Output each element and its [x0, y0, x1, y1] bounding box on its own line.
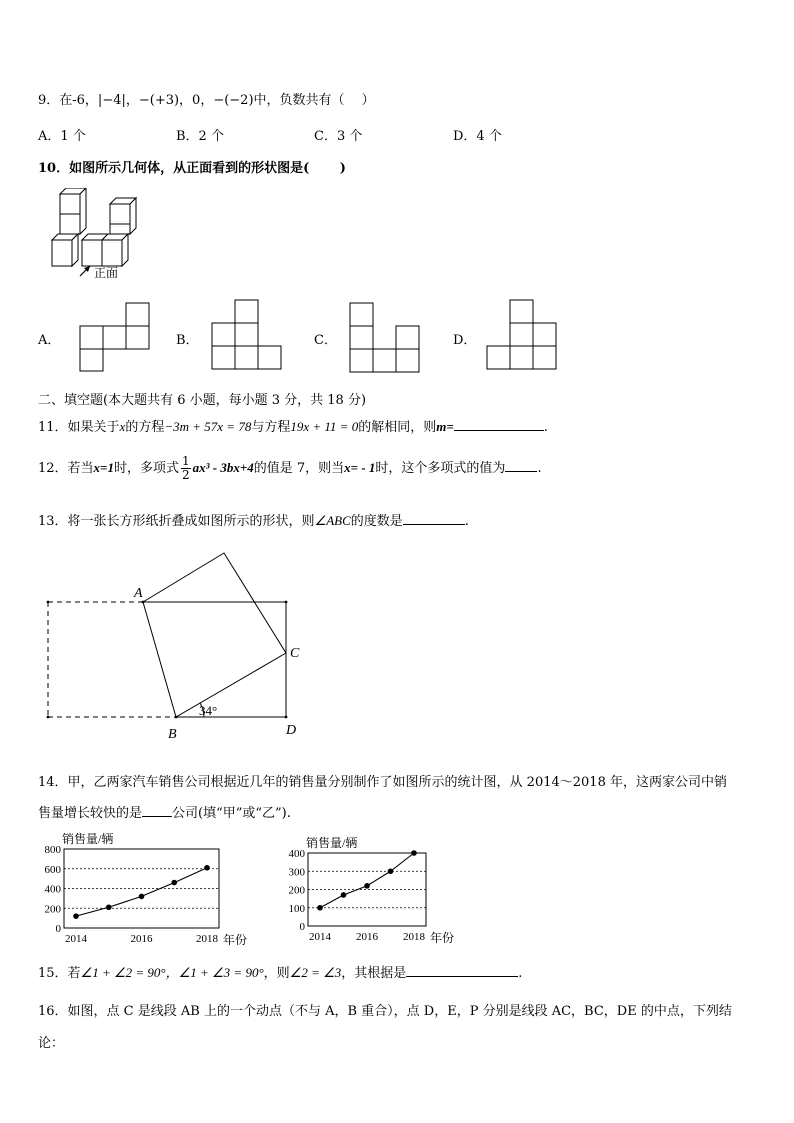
y-tick-label: 600 — [44, 863, 61, 876]
q10-stem: 10．如图所示几何体，从正面看到的形状图是( ) — [38, 161, 346, 176]
q10-option-c-figure[interactable] — [348, 302, 420, 374]
data-point — [317, 905, 323, 911]
q12-stem: 12．若当x=1时，多项式 $\frac{1}{2}$ ax³ - 3bx+4的值是 7，则当x= - 1时，这个多项式的值为 . — [38, 454, 542, 482]
q13-label-a: A — [134, 586, 143, 601]
q9-stem: 9．在-6，|−4|，−(+3)，0，−(−2)中，负数共有（ ） — [38, 93, 375, 108]
data-point — [73, 913, 79, 919]
q9-option-b[interactable]: B．2 个 — [176, 129, 224, 144]
q10-option-b[interactable]: B． — [176, 333, 199, 348]
x-axis-label: 年份 — [223, 933, 248, 947]
q13-answer-blank[interactable] — [403, 512, 465, 525]
q13-label-c: C — [290, 646, 300, 661]
data-point — [388, 868, 394, 874]
q9-option-a[interactable]: A．1 个 — [38, 129, 86, 144]
series-line — [320, 853, 414, 908]
q12-answer-blank[interactable] — [505, 459, 537, 472]
q10-option-d-figure[interactable] — [485, 299, 557, 371]
q13-label-b: B — [168, 727, 177, 742]
y-tick-label: 0 — [299, 921, 305, 933]
q15-answer-blank[interactable] — [406, 964, 518, 977]
chart-jia — [30, 820, 260, 950]
data-point — [364, 883, 370, 889]
x-tick-label: 2014 — [65, 933, 87, 945]
q10-option-b-figure[interactable] — [210, 299, 282, 371]
q10-option-d[interactable]: D． — [453, 333, 477, 348]
q11-answer-blank[interactable] — [454, 418, 544, 431]
x-axis-label: 年份 — [430, 931, 455, 945]
q10-front-label: 正面 — [94, 266, 119, 280]
x-tick-label: 2014 — [309, 931, 331, 943]
y-tick-label: 400 — [288, 848, 305, 860]
q13-label-d: D — [286, 723, 297, 738]
q15-stem: 15．若∠1 + ∠2 = 90°，∠1 + ∠3 = 90°，则∠2 = ∠3，其根据是 . — [38, 965, 523, 981]
data-point — [171, 880, 177, 886]
q9-option-c[interactable]: C．3 个 — [314, 129, 363, 144]
y-axis-label: 销售量/辆 — [306, 836, 358, 850]
data-point — [411, 850, 417, 856]
q14-stem-line2: 售量增长较快的是 公司(填“甲”或“乙”). — [38, 806, 291, 821]
q14-stem-line1: 14．甲，乙两家汽车销售公司根据近几年的销售量分别制作了如图所示的统计图，从 2014～2018 年，这两家公司中销 — [38, 775, 727, 790]
chart-yi — [280, 820, 480, 950]
q10-option-a[interactable]: A． — [38, 333, 61, 348]
x-tick-label: 2018 — [196, 933, 218, 945]
q12-fraction: $\frac{1}{2}$ — [181, 454, 190, 482]
q16-stem-line1: 16．如图，点 C 是线段 AB 上的一个动点（不与 A，B 重合），点 D，E，P 分别是线段 AC，BC，DE 的中点，下列结 — [38, 1004, 732, 1019]
q9-option-d[interactable]: D．4 个 — [453, 129, 502, 144]
q16-stem-line2: 论： — [38, 1036, 65, 1051]
q13-stem: 13．将一张长方形纸折叠成如图所示的形状，则∠ABC的度数是 . — [38, 513, 469, 529]
x-tick-label: 2016 — [130, 933, 153, 945]
y-axis-label: 销售量/辆 — [62, 832, 114, 846]
y-tick-label: 0 — [55, 923, 61, 935]
q13-angle-label: 34° — [199, 703, 218, 718]
q10-option-a-figure[interactable] — [78, 302, 150, 372]
y-tick-label: 300 — [288, 866, 305, 879]
x-tick-label: 2016 — [356, 931, 378, 943]
data-point — [106, 904, 112, 910]
q11-stem: 11．如果关于x的方程−3m + 57x = 78与方程19x + 11 = 0的解相同，则m= . — [38, 419, 548, 435]
y-tick-label: 800 — [44, 844, 61, 856]
q10-option-c[interactable]: C． — [314, 333, 337, 348]
section2-title: 二、填空题(本大题共有 6 小题，每小题 3 分，共 18 分) — [38, 393, 367, 408]
series-line — [76, 868, 207, 916]
x-tick-label: 2018 — [403, 931, 425, 943]
q14-answer-blank[interactable] — [142, 804, 172, 817]
y-tick-label: 100 — [288, 902, 305, 915]
y-tick-label: 200 — [44, 903, 61, 916]
q13-folding-figure — [36, 545, 316, 745]
data-point — [204, 865, 210, 871]
y-tick-label: 400 — [44, 883, 61, 896]
data-point — [341, 892, 347, 898]
data-point — [139, 894, 145, 900]
y-tick-label: 200 — [288, 884, 305, 897]
